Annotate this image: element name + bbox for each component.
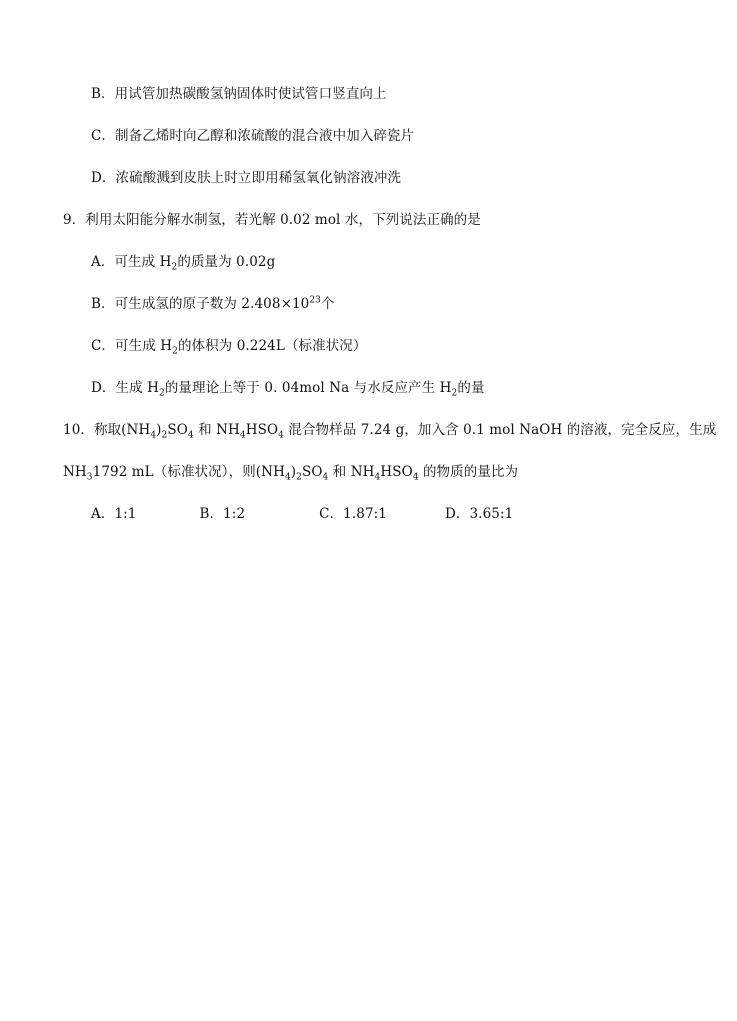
subscript: 4 <box>150 430 157 441</box>
q9-option-a <box>91 253 275 271</box>
option-text: 的量 <box>457 380 485 396</box>
q8-option-b <box>91 85 387 103</box>
q10-option-a: A．1:1 <box>91 506 137 522</box>
subscript: 2 <box>451 388 458 399</box>
q10-option-d: D．3.65:1 <box>444 506 514 522</box>
subscript: 3 <box>86 472 93 483</box>
subscript: 4 <box>322 472 329 483</box>
superscript: 23 <box>309 295 322 306</box>
subscript: 4 <box>374 472 381 483</box>
stem-text: 混合物样品 7.24 g，加入含 0.1 mol NaOH 的溶液，完全反应，生成 <box>283 422 717 438</box>
q8-option-c <box>91 127 414 145</box>
stem-text: 和 NH <box>193 422 240 438</box>
subscript: 2 <box>172 346 178 357</box>
q10-stem-line2 <box>63 463 518 481</box>
option-text: 的质量为 0.02g <box>177 254 276 270</box>
option-label: C． <box>91 128 116 144</box>
option-label: B． <box>91 296 115 312</box>
q9-option-d <box>91 379 485 397</box>
q10-option-b: B．1:2 <box>199 506 246 522</box>
q10-option-c: C．1.87:1 <box>319 506 387 522</box>
subscript: 4 <box>412 472 419 483</box>
stem-text: HSO <box>245 422 279 438</box>
stem-text: 的物质的量比为 <box>418 464 519 480</box>
option-text: 可生成 H <box>114 254 172 270</box>
option-text: 制备乙烯时向乙醇和浓硫酸的混合液中加入碎瓷片 <box>115 128 415 144</box>
subscript: 4 <box>284 472 291 483</box>
option-text: 浓硫酸溅到皮肤上时立即用稀氢氧化钠溶液冲洗 <box>115 170 402 186</box>
stem-text: SO <box>167 422 188 438</box>
option-text: 可生成 H <box>115 338 173 354</box>
option-text: 用试管加热碳酸氢钠固体时使试管口竖直向上 <box>114 86 387 102</box>
subscript: 4 <box>278 430 284 441</box>
q8-option-d <box>91 169 401 187</box>
stem-text: 和 NH <box>328 464 375 480</box>
stem-text: 10．称取(NH <box>63 422 151 438</box>
subscript: 4 <box>239 430 246 441</box>
option-text: 的量理论上等于 0. 04mol Na 与水反应产生 H <box>164 380 452 396</box>
stem-text: SO <box>301 464 323 480</box>
option-label: A． <box>91 254 115 270</box>
option-label: D． <box>91 170 116 186</box>
subscript: 4 <box>187 430 194 441</box>
option-label: B． <box>91 86 115 102</box>
stem-text: ) <box>290 464 297 480</box>
q9-stem: 9．利用太阳能分解水制氢，若光解 0.02 mol 水，下列说法正确的是 <box>63 212 481 228</box>
option-text: 个 <box>321 296 335 312</box>
stem-text: HSO <box>380 464 413 480</box>
stem-text: NH <box>63 464 87 480</box>
option-text: 可生成氢的原子数为 2.408×10 <box>114 296 310 312</box>
option-label: D． <box>91 380 116 396</box>
option-label: C． <box>91 338 116 354</box>
option-text: 的体积为 0.224L（标准状况） <box>177 338 367 354</box>
stem-text: 1792 mL（标准状况），则(NH <box>92 464 285 480</box>
subscript: 2 <box>171 262 178 273</box>
subscript: 2 <box>161 430 168 441</box>
option-text: 生成 H <box>115 380 159 396</box>
subscript: 2 <box>159 388 165 399</box>
q10-stem-line1 <box>63 421 716 439</box>
q9-option-c <box>91 337 367 355</box>
subscript: 2 <box>296 472 302 483</box>
stem-text: ) <box>156 422 162 438</box>
q10-options <box>91 505 513 523</box>
q9-option-b <box>91 295 335 313</box>
